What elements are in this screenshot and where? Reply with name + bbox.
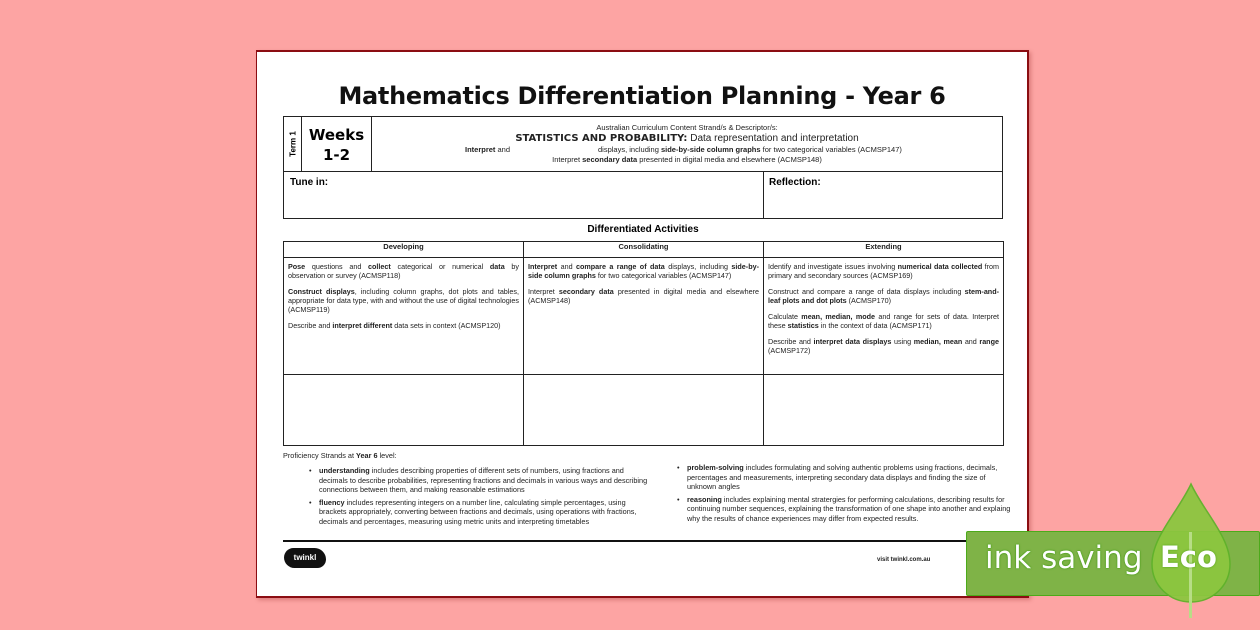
activity-item: Construct and compare a range of data displays including stem-and-leaf plots and dot plots (ACMSP170) [768,287,999,305]
reflection-field[interactable] [764,172,1002,218]
activity-item: Calculate mean, median, mode and range for sets of data. Interpret these statistics in the context of data (ACMSP171) [768,312,999,330]
proficiency-list-right [679,463,1014,526]
consolidating-notes-cell[interactable] [524,375,764,446]
column-header-extending: Extending [764,242,1004,258]
proficiency-item: • reasoning includes explaining mental stratergies for performing calculations, describing results for continuing number sequences, explaining the transformation of one shape into another and explaing why the results of chance experiences may differ from expected results. [679,495,1014,524]
descriptor-text: presented in digital media and elsewhere (ACMSP148) [637,155,822,164]
tune-in-field[interactable] [284,172,764,218]
activity-item: Describe and interpret different data sets in context (ACMSP120) [288,321,501,330]
curriculum-descriptor-2 [372,155,1002,164]
curriculum-cell [372,117,1002,171]
curriculum-descriptor-1 [598,145,902,154]
table-row [284,375,1004,446]
proficiency-label [283,451,1013,460]
label-text: level: [377,451,397,460]
activity-item: Describe and interpret data displays using median, mean and range (ACMSP172) [768,337,999,355]
descriptor-bold: secondary data [582,155,638,164]
activity-item: Interpret secondary data presented in digital media and elsewhere (ACMSP148) [528,287,760,305]
visit-link[interactable]: visit twinkl.com.au [877,557,931,563]
activity-item: Identify and investigate issues involving numerical data collected from primary and secondary sources (ACMSP169) [768,262,999,280]
descriptor-text: for two categorical variables (ACMSP147) [760,145,902,154]
consolidating-cell [524,258,764,375]
proficiency-strands [283,451,1013,526]
activity-item: Pose questions and collect categorical or numerical data by observation or survey (ACMSP118) [288,262,519,280]
column-header-developing: Developing [284,242,524,258]
tune-in-label: Tune in: [290,177,329,188]
descriptor-bold: side-by-side column graphs [660,145,761,154]
worksheet-page [256,50,1029,598]
weeks-label: Weeks [308,126,365,144]
developing-cell [284,258,524,375]
extending-cell [764,258,1004,375]
proficiency-item: • understanding includes describing properties of different sets of numbers, using fractions and decimals to describe probabilities, representing fractions and decimals in various ways and describing connections between them, and making reasonable estimations [311,466,651,495]
curriculum-label: Australian Curriculum Content Strand/s & Descriptor/s: [596,123,778,132]
table-row [284,258,1004,375]
proficiency-list-left [311,466,651,529]
developing-notes-cell[interactable] [284,375,524,446]
descriptor-text: displays, including [598,145,661,154]
activity-item: Interpret and compare a range of data displays, including side-by-side column graphs for two categorical variables (ACMSP147) [528,262,759,280]
interpret-bold: Interpret [465,145,496,154]
label-text: Proficiency Strands at [283,451,357,460]
interpret-rest: and [495,145,511,154]
strand-name: STATISTICS AND PROBABILITY: [515,133,688,144]
column-header-consolidating: Consolidating [524,242,764,258]
twinkl-logo: twinkl [284,548,326,568]
page-title: Mathematics Differentiation Planning - Year 6 [338,82,946,110]
descriptor-text: Interpret [552,155,583,164]
differentiated-activities-title: Differentiated Activities [587,224,699,235]
proficiency-item: • fluency includes representing integers on a number line, calculating simple percentages, using brackets appropriately, converting between fractions and decimals, using operations with fractions, decimals and percentages, measuring using metric units and interpreting timetables [311,498,651,527]
term-cell [284,117,302,171]
curriculum-strand [372,133,1002,144]
activities-table [283,241,1004,446]
weeks-cell [302,117,372,171]
eco-label: Eco [1160,540,1217,574]
footer-divider [283,540,1003,542]
activity-item: Construct displays, including column graphs, dot plots and tables, appropriate for data type, with and without the use of digital technologies (ACMSP119) [288,287,519,314]
tune-reflection-box [283,171,1003,219]
term-label: Term 1 [288,131,297,157]
strand-topic: Data representation and interpretation [687,133,859,144]
proficiency-item: • problem-solving includes formulating and solving authentic problems using fractions, decimals, percentages and measurements, interpreting secondary data displays and finding the size of unknown angles [679,463,1014,492]
reflection-label: Reflection: [769,177,821,188]
label-year: Year 6 [356,451,378,460]
extending-notes-cell[interactable] [764,375,1004,446]
header-box [283,116,1003,172]
weeks-range: 1-2 [322,146,351,164]
ink-saving-label: ink saving [985,540,1143,576]
curriculum-interpret [465,145,510,154]
